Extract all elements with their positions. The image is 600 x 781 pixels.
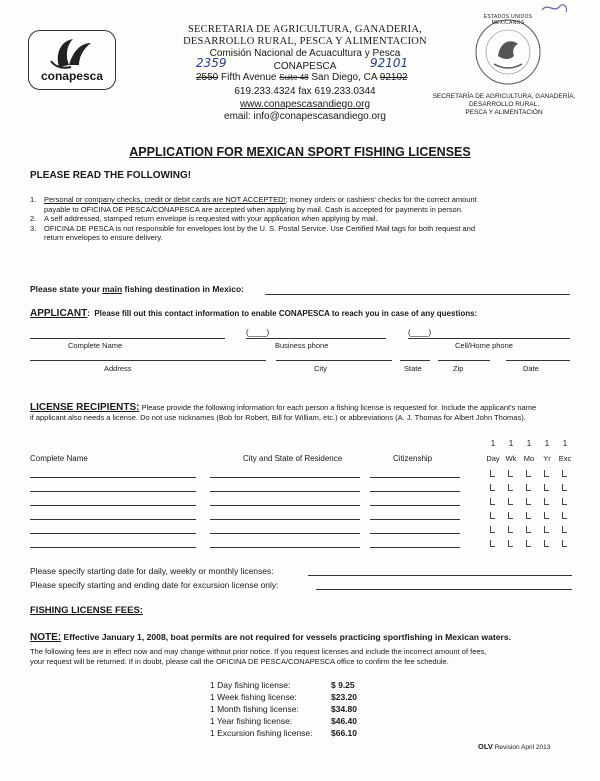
- org-line-2: DESARROLLO RURAL, PESCA Y ALIMENTACION: [183, 36, 427, 47]
- checkbox[interactable]: [508, 498, 513, 505]
- fee-label: 1 Week fishing license:: [210, 692, 297, 702]
- city-label: City: [314, 364, 327, 373]
- fee-price: $34.80: [331, 704, 357, 714]
- recipients-heading: LICENSE RECIPIENTS:: [30, 402, 140, 413]
- checkbox[interactable]: [562, 540, 567, 547]
- checkbox[interactable]: [508, 470, 513, 477]
- footer-revision: Revision April 2013: [494, 744, 551, 751]
- zip-label: Zip: [453, 364, 464, 373]
- recipient-citizenship-field[interactable]: [370, 533, 460, 534]
- note-text: Effective January 1, 2008, boat permits are not required for vessels practicing sportfishing in Mexican waters.: [61, 632, 512, 642]
- address-label: Address: [104, 364, 132, 373]
- org-line-1: SECRETARIA DE AGRICULTURA, GANADERIA,: [188, 24, 422, 35]
- struck-number: 2550: [196, 72, 219, 83]
- recipient-citizenship-field[interactable]: [370, 505, 460, 506]
- seal-caption-1: SECRETARÍA DE AGRICULTURA, GANADERÍA,: [432, 93, 576, 100]
- recipient-name-field[interactable]: [30, 477, 196, 478]
- fees-para-1: The following fees are in effect now and may change without prior notice. If you request licenses and include the incorrect amount of fees,: [30, 647, 487, 656]
- mexico-seal: [458, 12, 558, 92]
- period-mo: Mo: [523, 454, 535, 463]
- recipients-text-2: if applicant also needs a license. Do not use nicknames (Bob for Robert, Bill for William, etc.) or abbreviations (A. J. Thomas for Albert John Thomas).: [30, 413, 526, 422]
- recipient-city-field[interactable]: [210, 547, 360, 548]
- email-link[interactable]: email: info@conapescasandiego.org: [224, 111, 386, 122]
- business-phone-field[interactable]: [246, 338, 386, 339]
- period-exc: Exc: [558, 454, 572, 463]
- address-city: San Diego, CA: [311, 72, 377, 83]
- checkbox[interactable]: [562, 484, 567, 491]
- checkbox[interactable]: [562, 498, 567, 505]
- note-1-text2: payable to OFICINA DE PESCA/CONAPESCA are accepted when applying by mail. Cash is accepted for payments in person.: [44, 204, 463, 214]
- destination-suffix: fishing destination in Mexico:: [122, 284, 244, 294]
- fee-label: 1 Day fishing license:: [210, 680, 291, 690]
- checkbox[interactable]: [562, 512, 567, 519]
- checkbox[interactable]: [562, 526, 567, 533]
- period-count-yr: 1: [544, 439, 550, 448]
- handwritten-number: 2359: [196, 56, 227, 70]
- note-3-num: 3.: [30, 223, 37, 233]
- note-2-text: A self addressed, stamped return envelope is requested with your application when applying by mail.: [44, 214, 378, 223]
- address-street: Fifth Avenue: [221, 72, 277, 83]
- state-field[interactable]: [400, 360, 430, 361]
- checkbox[interactable]: [544, 526, 549, 533]
- fee-price: $ 9.25: [331, 680, 355, 690]
- fee-label: 1 Year fishing license:: [210, 716, 293, 726]
- recipient-city-field[interactable]: [210, 477, 360, 478]
- checkbox[interactable]: [490, 512, 495, 519]
- recipient-city-field[interactable]: [210, 519, 360, 520]
- recipient-city-field[interactable]: [210, 533, 360, 534]
- period-count-exc: 1: [562, 439, 568, 448]
- note-1-lead: Personal or company checks, credit or debit cards are NOT ACCEPTED!: [44, 195, 286, 204]
- note-1-text: ; money orders or cashiers' checks for the correct amount: [285, 195, 477, 204]
- fee-label: 1 Excursion fishing license:: [210, 728, 313, 738]
- zip-field[interactable]: [438, 360, 490, 361]
- recipient-name-field[interactable]: [30, 533, 196, 534]
- business-phone-paren: (____): [246, 328, 270, 337]
- checkbox[interactable]: [508, 484, 513, 491]
- start-date-field[interactable]: [308, 575, 572, 576]
- seal-text: ESTADOS UNIDOS MEXICANOS: [483, 14, 533, 26]
- fee-price: $46.40: [331, 716, 357, 726]
- checkbox[interactable]: [544, 470, 549, 477]
- checkbox[interactable]: [490, 540, 495, 547]
- handwritten-zip: 92101: [370, 56, 409, 70]
- checkbox[interactable]: [544, 540, 549, 547]
- logo-text: conapesca: [40, 69, 104, 83]
- period-yr: Yr: [543, 454, 551, 463]
- checkbox[interactable]: [544, 498, 549, 505]
- checkbox[interactable]: [490, 498, 495, 505]
- recipient-name-field[interactable]: [30, 519, 196, 520]
- fee-price: $23.20: [331, 692, 357, 702]
- checkbox[interactable]: [544, 484, 549, 491]
- recipient-city-field[interactable]: [210, 491, 360, 492]
- note-3-text: OFICINA DE PESCA is not responsible for envelopes lost by the U. S. Postal Service. Use Certified Mail tags for both request and: [44, 223, 476, 233]
- seal-caption-3: PESCA Y ALIMENTACIÓN: [465, 109, 543, 116]
- note-1-num: 1.: [30, 195, 37, 204]
- checkbox[interactable]: [544, 512, 549, 519]
- destination-field[interactable]: [265, 294, 570, 295]
- conapesca-logo: [28, 30, 116, 90]
- excursion-date-field[interactable]: [316, 589, 572, 590]
- city-field[interactable]: [276, 360, 392, 361]
- recipient-citizenship-field[interactable]: [370, 547, 460, 548]
- struck-zip: 92102: [379, 72, 408, 83]
- read-following-heading: PLEASE READ THE FOLLOWING!: [30, 170, 192, 181]
- start-date-label: Please specify starting date for daily, weekly or monthly licenses:: [30, 566, 274, 576]
- cell-phone-paren: (____): [408, 328, 432, 337]
- checkbox[interactable]: [508, 540, 513, 547]
- checkbox[interactable]: [490, 484, 495, 491]
- destination-main: main: [102, 284, 123, 294]
- fee-price: $66.10: [331, 728, 357, 738]
- checkbox[interactable]: [526, 498, 531, 505]
- business-phone-label: Business phone: [275, 341, 329, 350]
- destination-prefix: Please state your: [30, 284, 103, 294]
- checkbox[interactable]: [526, 540, 531, 547]
- footer-code: OLV: [478, 742, 493, 751]
- checkbox[interactable]: [490, 526, 495, 533]
- period-day: Day: [486, 454, 500, 463]
- seal-caption-2: DESARROLLO RURAL,: [468, 101, 540, 108]
- checkbox[interactable]: [508, 512, 513, 519]
- period-count-wk: 1: [508, 439, 514, 448]
- applicant-instructions: Please fill out this contact information to enable CONAPESCA to reach you in case of any questions:: [94, 309, 478, 318]
- office-name: CONAPESCA: [273, 60, 337, 72]
- recipients-text-1: Please provide the following information for each person a fishing license is requested for. Include the applicant's name: [139, 403, 537, 412]
- website-link[interactable]: www.conapescasandiego.org: [239, 98, 371, 110]
- checkbox[interactable]: [526, 484, 531, 491]
- fees-para-2: your request will be returned. If in doubt, please call the OFICINA DE PESCA/CONAPESCA office to confirm the fee schedule.: [30, 656, 449, 666]
- note-3-text2: return envelopes to ensure delivery.: [44, 233, 163, 242]
- checkbox[interactable]: [526, 526, 531, 533]
- applicant-heading: APPLICANT: [30, 308, 88, 319]
- excursion-date-label: Please specify starting and ending date for excursion license only:: [30, 580, 279, 590]
- note-label: NOTE:: [30, 632, 62, 643]
- checkbox[interactable]: [526, 470, 531, 477]
- checkbox[interactable]: [562, 470, 567, 477]
- fees-heading: FISHING LICENSE FEES:: [30, 605, 143, 616]
- col-citizenship: Citizenship: [393, 454, 433, 463]
- cell-phone-field[interactable]: [408, 338, 570, 339]
- complete-name-label: Complete Name: [68, 341, 123, 350]
- state-label: State: [404, 364, 422, 373]
- phone-fax: 619.233.4324 fax 619.233.0344: [234, 86, 376, 97]
- date-field[interactable]: [506, 360, 570, 361]
- recipient-name-field[interactable]: [30, 505, 196, 506]
- checkbox[interactable]: [490, 470, 495, 477]
- seal-scribble: [540, 0, 570, 16]
- date-label: Date: [523, 364, 539, 373]
- col-city-state: City and State of Residence: [243, 454, 343, 463]
- col-complete-name: Complete Name: [30, 454, 88, 463]
- recipient-citizenship-field[interactable]: [370, 477, 460, 478]
- period-count-mo: 1: [526, 439, 532, 448]
- recipient-city-field[interactable]: [210, 505, 360, 506]
- checkbox[interactable]: [526, 512, 531, 519]
- page-title: APPLICATION FOR MEXICAN SPORT FISHING LICENSES: [129, 145, 471, 159]
- complete-name-field[interactable]: [30, 338, 225, 339]
- recipient-name-field[interactable]: [30, 491, 196, 492]
- struck-suite: Suite 48: [279, 73, 309, 82]
- cell-phone-label: Cell/Home phone: [455, 341, 513, 350]
- recipient-name-field[interactable]: [30, 547, 196, 548]
- recipient-citizenship-field[interactable]: [370, 519, 460, 520]
- period-wk: Wk: [505, 454, 517, 463]
- note-2-num: 2.: [30, 214, 37, 223]
- address-field[interactable]: [30, 360, 266, 361]
- commission-name: Comisión Nacional de Acuacultura y Pesca: [209, 48, 401, 59]
- checkbox[interactable]: [508, 526, 513, 533]
- recipient-citizenship-field[interactable]: [370, 491, 460, 492]
- period-count-day: 1: [490, 439, 496, 448]
- fee-label: 1 Month fishing license:: [210, 704, 299, 714]
